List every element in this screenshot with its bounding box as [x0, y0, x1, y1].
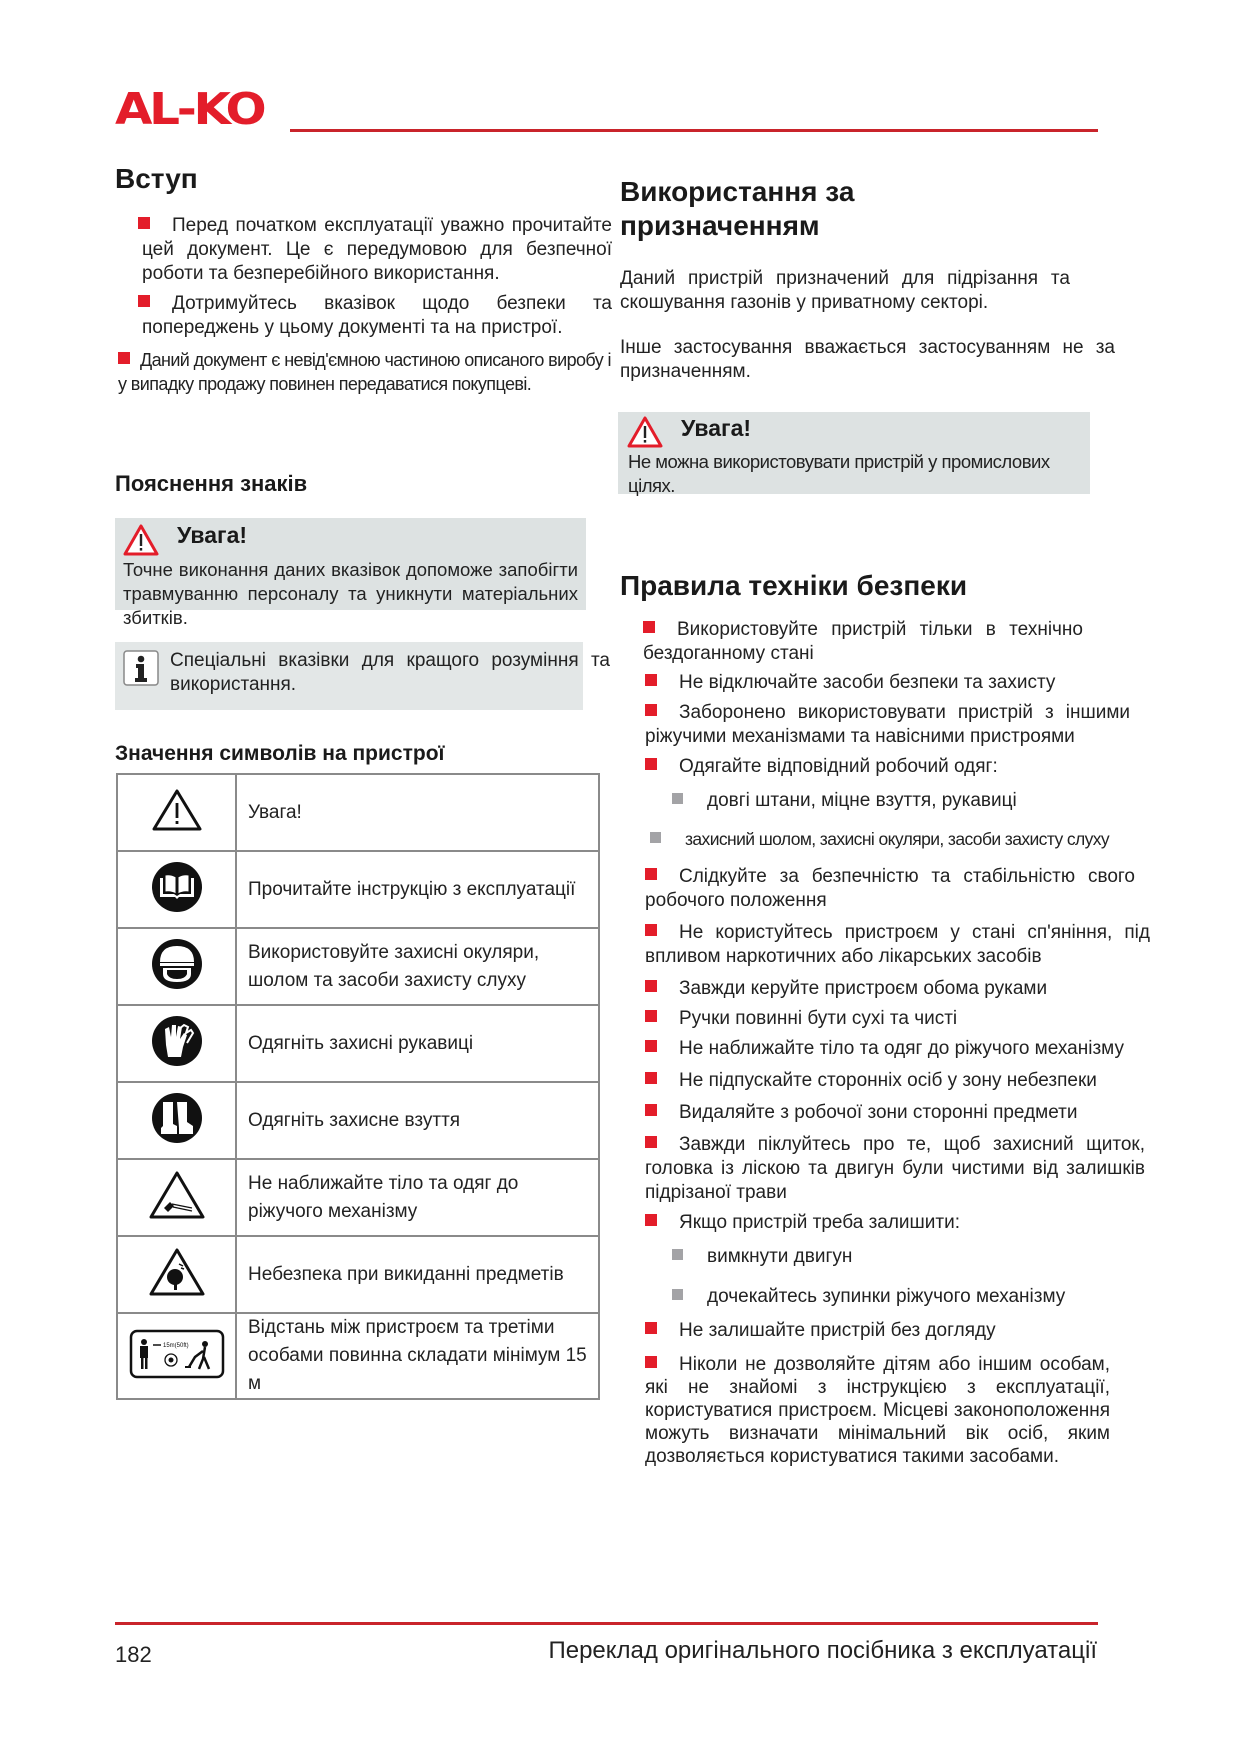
intro-item: [142, 214, 612, 286]
cutting-hazard-icon: [148, 1170, 206, 1220]
safety-item: [645, 1133, 1145, 1205]
safety-item-text: Одягайте відповідний робочий одяг:: [679, 756, 998, 777]
bullet-icon: [645, 1010, 657, 1022]
symbols-title: Значення символів на пристрої: [115, 742, 445, 765]
bullet-icon: [645, 674, 657, 686]
bullet-icon: [645, 1040, 657, 1052]
intro-list: [142, 214, 612, 346]
safety-item: [645, 1319, 1150, 1343]
safety-item: [645, 755, 1150, 779]
safety-item-text: Слідкуйте за безпечністю та стабільністю свого робочого положення: [645, 866, 1135, 911]
safety-item-text: Ручки повинні бути сухі та чисті: [679, 1008, 958, 1029]
bullet-icon: [643, 621, 655, 633]
safety-item: [645, 1037, 1150, 1061]
bullet-icon: [645, 1072, 657, 1084]
safety-item: [645, 1101, 1150, 1125]
intro-item-text: Перед початком експлуатації уважно прочитайте цей документ. Це є передумовою для безпечної роботи та безперебійного використання.: [142, 215, 612, 284]
signs-title: Пояснення знаків: [115, 471, 308, 496]
safety-item-text: Ніколи не дозволяйте дітям або іншим особам, які не знайомі з інструкцією з експлуатації, користуватися пристроєм. Місцеві законоположення можуть визначати мінімальний вік осіб, яким дозволяється користуватися такими засобами.: [645, 1354, 1110, 1467]
info-box: [115, 642, 610, 710]
intended-use-title-line: призначенням: [620, 210, 820, 241]
warning-box: [115, 518, 586, 628]
bullet-icon: [138, 295, 150, 307]
table-row: [117, 1005, 599, 1082]
safety-item: [645, 701, 1130, 749]
safety-item-text: Використовуйте пристрій тільки в технічно бездоганному стані: [643, 619, 1083, 664]
bullet-icon: [672, 1289, 683, 1300]
svg-text:15m(50ft): 15m(50ft): [162, 1342, 189, 1349]
safety-subitem: [672, 1285, 1150, 1309]
safety-item-text: Не підпускайте сторонніх осіб у зону небезпеки: [679, 1070, 1097, 1091]
safety-subitem: [672, 789, 1150, 813]
safety-item-text: Завжди керуйте пристроєм обома руками: [679, 978, 1048, 999]
table-row: [117, 1159, 599, 1236]
bullet-icon: [645, 1136, 657, 1148]
warning-triangle-icon: [626, 415, 664, 449]
helmet-goggles-earmuffs-icon: [151, 938, 203, 990]
intended-use-title-line: Використання за: [620, 176, 855, 207]
intended-use-paragraph: Даний пристрій призначений для підрізання та скошування газонів у приватному секторі.: [620, 268, 1070, 313]
safety-item-text: Не користуйтесь пристроєм у стані сп'яніння, під впливом наркотичних або лікарських засобів: [645, 922, 1150, 967]
table-row: [117, 928, 599, 1005]
intro-item: [118, 348, 618, 396]
bullet-icon: [118, 352, 130, 364]
bullet-icon: [645, 704, 657, 716]
warning-text: Не можна використовувати пристрій у промислових цілях.: [628, 451, 1050, 496]
bullet-icon: [645, 868, 657, 880]
safety-item-text: вимкнути двигун: [707, 1246, 853, 1267]
bullet-icon: [650, 832, 661, 843]
safety-item-text: Заборонено використовувати пристрій з іншими ріжучими механізмами та навісними пристроями: [645, 702, 1130, 747]
safety-item-text: захисний шолом, захисні окуляри, засоби захисту слуху: [685, 829, 1110, 849]
safety-item-text: Якщо пристрій треба залишити:: [679, 1212, 960, 1233]
intended-use-title: [620, 175, 854, 243]
safety-item: [645, 1069, 1150, 1093]
info-icon: [123, 650, 159, 686]
read-manual-icon: [151, 861, 203, 913]
symbol-description: Небезпека при викиданні предметів: [236, 1236, 599, 1313]
symbol-description: Увага!: [236, 774, 599, 851]
safety-item-text: Видаляйте з робочої зони сторонні предмети: [679, 1102, 1078, 1123]
intro-item-text: Дотримуйтесь вказівок щодо безпеки та попереджень у цьому документі та на пристрої.: [142, 293, 612, 338]
footer-title: Переклад оригінального посібника з експлуатації: [548, 1637, 1097, 1664]
safety-item-text: дочекайтесь зупинки ріжучого механізму: [707, 1286, 1066, 1307]
bullet-icon: [645, 924, 657, 936]
brand-logo: AL-KO: [115, 84, 264, 135]
safety-item: [645, 977, 1150, 1001]
safety-item: [645, 671, 1150, 695]
symbols-table: [116, 773, 600, 1400]
safety-item-text: Не залишайте пристрій без догляду: [679, 1320, 996, 1341]
intro-title: Вступ: [115, 163, 198, 194]
bullet-icon: [645, 1356, 657, 1368]
safety-item: [645, 921, 1150, 969]
safety-list: [645, 618, 1150, 1468]
symbol-description: Відстань між пристроєм та третіми особами повинна складати мінімум 15 м: [236, 1313, 599, 1399]
industrial-warning-box: [618, 412, 1090, 494]
boots-icon: [151, 1092, 203, 1144]
intro-item-text: Даний документ є невід'ємною частиною описаного виробу і у випадку продажу повинен передаватися покупцеві.: [118, 350, 611, 394]
bullet-icon: [645, 1322, 657, 1334]
bullet-icon: [645, 1214, 657, 1226]
safety-item-text: довгі штани, міцне взуття, рукавиці: [707, 790, 1017, 811]
safety-item: [645, 1211, 1150, 1235]
bullet-icon: [645, 980, 657, 992]
safety-item: [645, 1353, 1110, 1468]
page-number: 182: [115, 1642, 152, 1667]
thrown-objects-icon: [148, 1247, 206, 1297]
intended-use-paragraph: Інше застосування вважається застосуванням не за призначенням.: [620, 337, 1115, 382]
bullet-icon: [645, 758, 657, 770]
symbol-description: Використовуйте захисні окуляри, шолом та засоби захисту слуху: [236, 928, 599, 1005]
warning-triangle-icon: [151, 788, 203, 832]
safety-item-text: Завжди піклуйтесь про те, щоб захисний щиток, головка із ліскою та двигун були чистими від залишків підрізаної трави: [645, 1134, 1145, 1203]
intro-item: [142, 292, 612, 340]
warning-triangle-icon: [122, 523, 160, 557]
safety-item: [645, 865, 1135, 913]
table-row: [117, 851, 599, 928]
symbol-description: Прочитайте інструкцію з експлуатації: [236, 851, 599, 928]
safety-item-text: Не відключайте засоби безпеки та захисту: [679, 672, 1056, 693]
safety-distance-icon: [129, 1329, 225, 1379]
footer-rule: [115, 1622, 1098, 1625]
safety-item-text: Не наближайте тіло та одяг до ріжучого механізму: [679, 1038, 1124, 1059]
bullet-icon: [645, 1104, 657, 1116]
safety-item: [643, 618, 1083, 666]
bullet-icon: [672, 793, 683, 804]
symbol-description: Не наближайте тіло та одяг до ріжучого механізму: [236, 1159, 599, 1236]
safety-subitem: [650, 827, 1150, 851]
symbol-description: Одягніть захисне взуття: [236, 1082, 599, 1159]
bullet-icon: [672, 1249, 683, 1260]
table-row: [117, 1082, 599, 1159]
safety-title: Правила техніки безпеки: [620, 570, 968, 601]
safety-item: [645, 1007, 1150, 1031]
warning-text: Точне виконання даних вказівок допоможе запобігти травмуванню персоналу та уникнути матеріальних збитків.: [123, 559, 578, 628]
warning-title: Увага!: [681, 415, 752, 441]
info-text: Спеціальні вказівки для кращого розуміння та використання.: [170, 650, 610, 695]
warning-title: Увага!: [177, 522, 248, 548]
header-rule: [290, 129, 1098, 132]
table-row: [117, 1236, 599, 1313]
table-row: [117, 774, 599, 851]
bullet-icon: [138, 217, 150, 229]
safety-subitem: [672, 1245, 1150, 1269]
symbol-description: Одягніть захисні рукавиці: [236, 1005, 599, 1082]
gloves-icon: [151, 1015, 203, 1067]
table-row: [117, 1313, 599, 1399]
